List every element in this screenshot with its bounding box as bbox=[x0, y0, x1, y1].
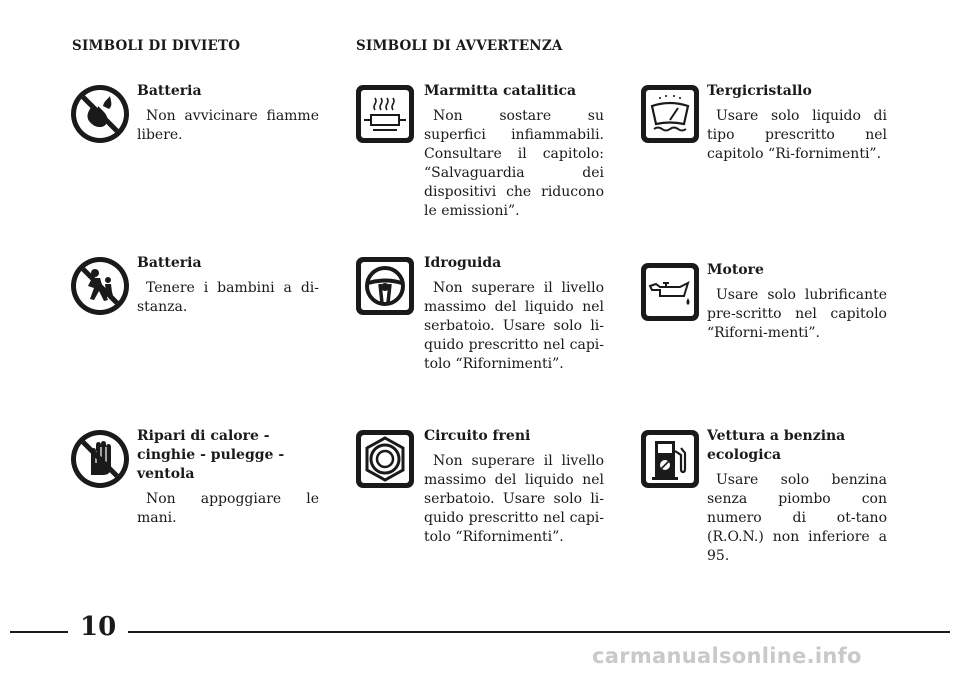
entry-title: Idroguida bbox=[424, 255, 502, 271]
footer-rule-right bbox=[128, 631, 950, 633]
warning-entry-brake-circuit bbox=[424, 427, 604, 547]
entry-body: Tenere i bambini a di-stanza. bbox=[137, 280, 319, 315]
prohibition-entry-battery-children bbox=[137, 254, 319, 317]
no-hands-icon bbox=[70, 429, 130, 489]
entry-title: Ripari di calore - cinghie - pulegge - ventola bbox=[137, 428, 285, 482]
entry-title: Vettura a benzina ecologica bbox=[707, 428, 846, 463]
entry-body: Non superare il livello massimo del liquido nel serbatoio. Usare solo li-quido prescritto nel capi-tolo “Rifornimenti”. bbox=[424, 280, 604, 372]
unleaded-fuel-icon bbox=[640, 429, 700, 489]
entry-body: Non appoggiare le mani. bbox=[137, 491, 319, 526]
steering-wheel-icon bbox=[355, 256, 415, 316]
brake-circuit-icon bbox=[355, 429, 415, 489]
warning-entry-catalytic-converter bbox=[424, 82, 604, 221]
warning-heading: SIMBOLI DI AVVERTENZA bbox=[356, 38, 563, 54]
entry-title: Batteria bbox=[137, 83, 202, 99]
entry-title: Batteria bbox=[137, 255, 202, 271]
catalytic-converter-icon bbox=[355, 84, 415, 144]
entry-title: Tergicristallo bbox=[707, 83, 812, 99]
prohibition-entry-battery-flames bbox=[137, 82, 319, 145]
prohibition-entry-heat-shields bbox=[137, 427, 319, 528]
entry-body: Usare solo lubrificante pre-scritto nel capitolo “Riforni-menti”. bbox=[707, 287, 887, 341]
entry-body: Non sostare su superfici infiammabili. Consultare il capitolo: “Salvaguardia dei dispositivi che riducono le emissioni”. bbox=[424, 108, 604, 219]
prohibition-heading: SIMBOLI DI DIVIETO bbox=[72, 38, 241, 54]
warning-entry-unleaded-fuel bbox=[707, 427, 887, 566]
entry-body: Non avvicinare fiamme libere. bbox=[137, 108, 319, 143]
entry-body: Non superare il livello massimo del liquido nel serbatoio. Usare solo li-quido prescritto nel capi-tolo “Rifornimenti”. bbox=[424, 453, 604, 545]
warning-entry-engine bbox=[707, 261, 887, 343]
entry-body: Usare solo liquido di tipo prescritto nel capitolo “Ri-fornimenti”. bbox=[707, 108, 887, 162]
entry-body: Usare solo benzina senza piombo con numero di ot-tano (R.O.N.) non inferiore a 95. bbox=[707, 472, 887, 564]
page-number: 10 bbox=[80, 612, 117, 642]
entry-title: Circuito freni bbox=[424, 428, 531, 444]
no-flames-icon bbox=[70, 84, 130, 144]
entry-title: Motore bbox=[707, 262, 764, 278]
warning-entry-windscreen-washer bbox=[707, 82, 887, 164]
windscreen-washer-icon bbox=[640, 84, 700, 144]
warning-entry-power-steering bbox=[424, 254, 604, 374]
no-children-icon bbox=[70, 256, 130, 316]
entry-title: Marmitta catalitica bbox=[424, 83, 577, 99]
footer-watermark: carmanualsonline.info bbox=[592, 644, 862, 668]
engine-oil-icon bbox=[640, 262, 700, 322]
footer-rule-left bbox=[10, 631, 68, 633]
